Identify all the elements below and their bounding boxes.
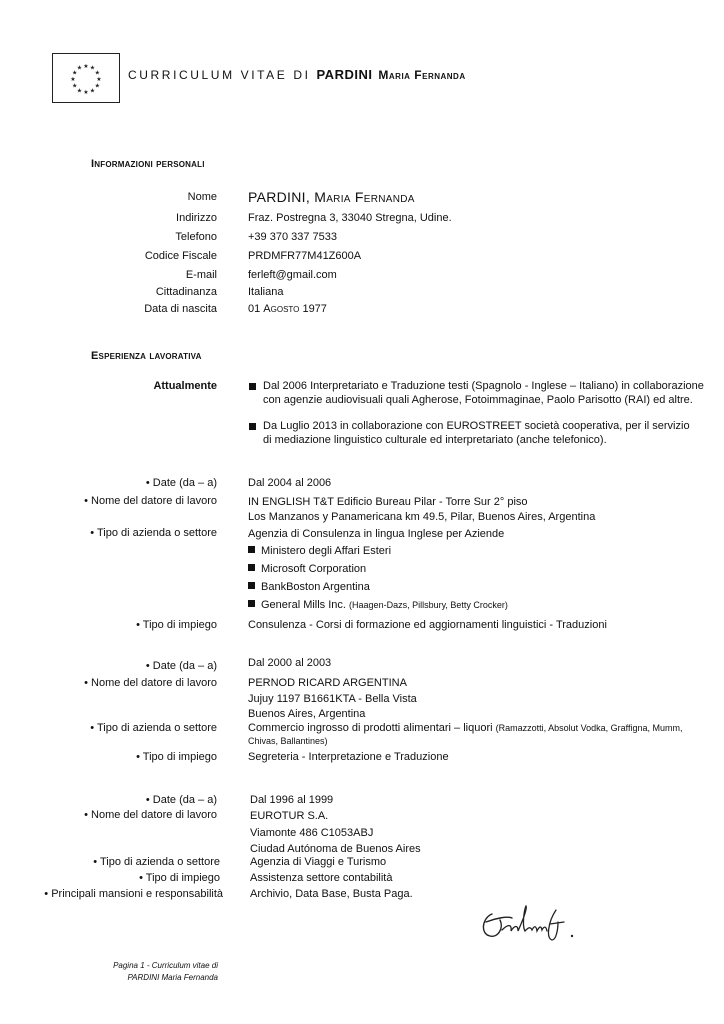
job1-azienda: Agenzia di Consulenza in lingua Inglese per Aziende [248, 528, 505, 540]
client-item: General Mills Inc. (Haagen-Dazs, Pillsbury, Betty Crocker) [248, 599, 508, 611]
value-telefono: +39 370 337 7533 [248, 231, 338, 243]
value-nome [248, 189, 415, 205]
value-data-nascita [248, 303, 327, 315]
nascita-month: Agosto [263, 303, 300, 315]
bullet-square-icon [248, 546, 255, 553]
value-indirizzo: Fraz. Postregna 3, 33040 Stregna, Udine. [248, 212, 452, 224]
value-email: ferleft@gmail.com [248, 269, 337, 281]
bullet-square-icon [248, 564, 255, 571]
job2-azienda-note: (Ramazzotti, Absolut Vodka, Graffigna, Mumm, [495, 723, 683, 733]
svg-text:★: ★ [96, 76, 102, 83]
svg-text:★: ★ [72, 82, 78, 90]
job3-impiego: Assistenza settore contabilità [250, 872, 393, 884]
job1-datore [248, 495, 595, 525]
current-item-2-line-1: Da Luglio 2013 in collaborazione con EUROSTREET società cooperativa, per il servizio [263, 420, 690, 432]
eu-stars-icon [53, 54, 119, 102]
job2-azienda [248, 722, 683, 748]
svg-text:★: ★ [89, 87, 96, 95]
label-azienda: • Tipo di azienda o settore [90, 722, 217, 734]
current-item-1-line-1: Dal 2006 Interpretariato e Traduzione testi (Spagnolo - Inglese – Italiano) in collaborazione [263, 380, 704, 392]
job3-mansioni: Archivio, Data Base, Busta Paga. [250, 888, 413, 900]
label-impiego: • Tipo di impiego [136, 619, 217, 631]
svg-text:★: ★ [76, 87, 83, 95]
nome-surname: PARDINI, [248, 189, 315, 205]
label-impiego: • Tipo di impiego [136, 751, 217, 763]
svg-text:★: ★ [94, 82, 100, 90]
svg-text:★: ★ [72, 69, 78, 77]
footer-line-2: PARDINI Maria Fernanda [127, 973, 218, 982]
bullet-square-icon [248, 600, 255, 607]
label-nome: Nome [187, 191, 217, 203]
job3-datore-line-2: Viamonte 486 C1053ABJ [250, 826, 374, 839]
job1-datore-line-2: Los Manzanos y Panamericana km 49.5, Pilar, Buenos Aires, Argentina [248, 511, 596, 523]
job3-datore-line-3: Ciudad Autónoma de Buenos Aires [250, 843, 421, 855]
svg-text:★: ★ [83, 89, 89, 96]
svg-text:★: ★ [76, 64, 83, 72]
label-date: • Date (da – a) [145, 794, 217, 806]
document-title [128, 67, 466, 82]
current-item-2 [263, 419, 690, 447]
job2-datore-line-3: Buenos Aires, Argentina [248, 708, 366, 720]
svg-text:★: ★ [94, 69, 100, 77]
svg-text:★: ★ [89, 64, 96, 72]
nascita-year: 1977 [299, 303, 327, 315]
label-cittadinanza: Cittadinanza [155, 286, 217, 298]
current-item-1 [263, 379, 704, 407]
page-footer [104, 960, 218, 984]
section-personal-info: Informazioni personali [91, 158, 205, 170]
label-codice-fiscale: Codice Fiscale [144, 250, 217, 262]
client-note: (Haagen-Dazs, Pillsbury, Betty Crocker) [349, 600, 508, 610]
job3-azienda: Agenzia di Viaggi e Turismo [250, 856, 387, 868]
job2-impiego: Segreteria - Interpretazione e Traduzione [248, 751, 449, 763]
job2-azienda-text: Commercio ingrosso di prodotti alimentari – liquori [248, 722, 496, 734]
label-data-nascita: Data di nascita [144, 303, 217, 315]
svg-text:★: ★ [70, 76, 76, 83]
label-date: • Date (da – a) [145, 660, 217, 672]
label-datore: • Nome del datore di lavoro [84, 495, 217, 507]
job2-datore-line-2: Jujuy 1197 B1661KTA - Bella Vista [248, 692, 417, 705]
job1-impiego: Consulenza - Corsi di formazione ed aggiornamenti linguistici - Traduzioni [248, 619, 607, 631]
title-prefix: CURRICULUM VITAE DI [128, 68, 311, 82]
nome-given: Maria Fernanda [314, 189, 415, 205]
label-attualmente: Attualmente [153, 380, 217, 392]
bullet-square-icon [249, 423, 256, 430]
eu-flag-logo [52, 53, 120, 103]
nascita-day: 01 [248, 303, 264, 315]
label-mansioni: • Principali mansioni e responsabilità [44, 888, 223, 900]
job2-date: Dal 2000 al 2003 [248, 657, 332, 669]
job2-azienda-note-2: Chivas, Ballantines) [248, 736, 328, 746]
svg-text:★: ★ [83, 63, 89, 70]
footer-line-1: Pagina 1 - Curriculum vitae di [113, 961, 218, 970]
client-item: Ministero degli Affari Esteri [248, 545, 391, 557]
job1-datore-line-1: IN ENGLISH T&T Edificio Bureau Pilar - Torre Sur 2° piso [248, 496, 528, 508]
label-datore: • Nome del datore di lavoro [84, 677, 217, 689]
handwritten-signature [478, 900, 588, 951]
job2-datore [248, 676, 417, 723]
label-impiego: • Tipo di impiego [139, 872, 220, 884]
label-azienda: • Tipo di azienda o settore [93, 856, 220, 868]
job1-date: Dal 2004 al 2006 [248, 477, 332, 489]
label-datore: • Nome del datore di lavoro [84, 809, 217, 821]
job3-datore [250, 808, 421, 858]
value-codice-fiscale: PRDMFR77M41Z600A [248, 250, 362, 262]
job3-date: Dal 1996 al 1999 [250, 794, 334, 806]
label-email: E-mail [185, 269, 217, 281]
job2-datore-line-1: PERNOD RICARD ARGENTINA [248, 677, 407, 689]
label-indirizzo: Indirizzo [176, 212, 217, 224]
job3-datore-line-1: EUROTUR S.A. [250, 810, 329, 822]
label-telefono: Telefono [175, 231, 217, 243]
bullet-square-icon [249, 383, 256, 390]
value-cittadinanza: Italiana [248, 286, 284, 298]
label-date: • Date (da – a) [145, 477, 217, 489]
label-azienda: • Tipo di azienda o settore [90, 527, 217, 539]
title-given-name: Maria Fernanda [378, 68, 466, 82]
current-item-2-line-2: di mediazione linguistico culturale ed interpretariato (anche telefonico). [263, 434, 607, 446]
client-item: BankBoston Argentina [248, 581, 370, 593]
bullet-square-icon [248, 582, 255, 589]
client-item: Microsoft Corporation [248, 563, 366, 575]
section-experience: Esperienza lavorativa [91, 350, 202, 362]
title-surname: PARDINI [316, 67, 373, 82]
current-item-1-line-2: con agenzie audiovisuali quali Agherose, Fotoimmaginae, Paolo Parisotto (RAI) ed altre. [263, 394, 693, 406]
